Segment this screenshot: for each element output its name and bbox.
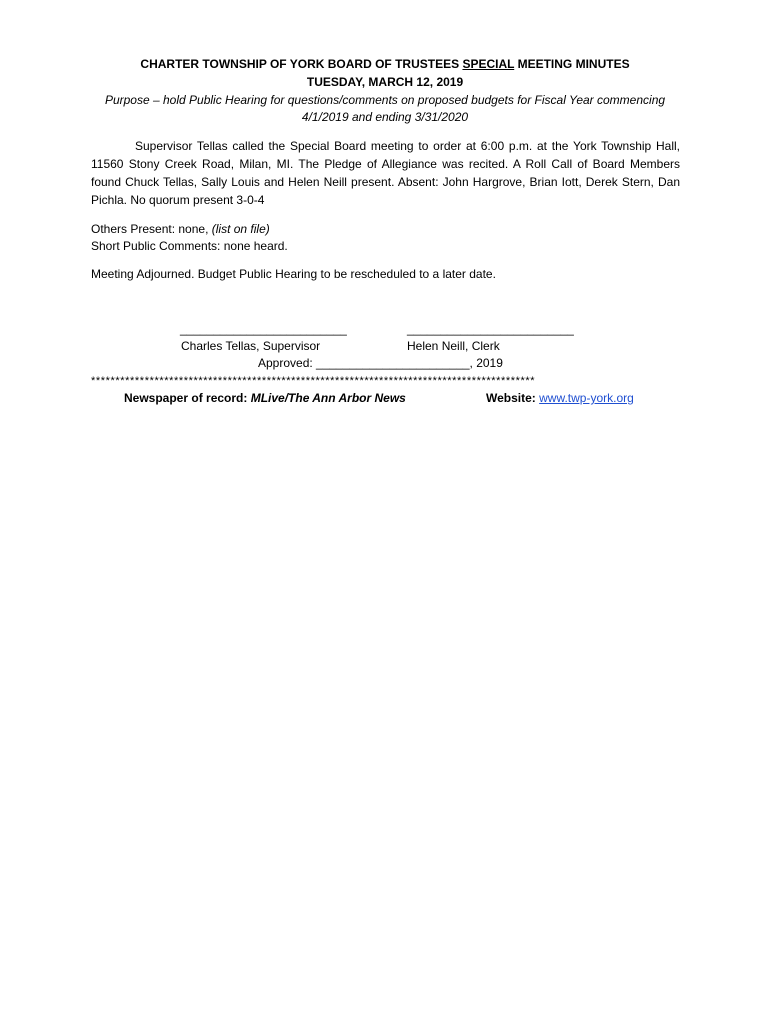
website-label: Website: [486, 391, 540, 405]
meeting-adjourned: Meeting Adjourned. Budget Public Hearing to be rescheduled to a later date. [91, 267, 496, 281]
website [486, 390, 634, 407]
newspaper-label: Newspaper of record: [124, 391, 251, 405]
meeting-date: TUESDAY, MARCH 12, 2019 [306, 75, 464, 89]
document-title [0, 56, 770, 73]
asterisk-separator: ******************************************************************************************* [91, 375, 536, 387]
purpose-line-1: Purpose – hold Public Hearing for questions/comments on proposed budgets for Fiscal Year commencing [104, 93, 666, 107]
newspaper-name: MLive/The Ann Arbor News [250, 391, 406, 405]
call-to-order-paragraph: Supervisor Tellas called the Special Board meeting to order at 6:00 p.m. at the York Township Hall, 11560 Stony Creek Road, Milan, MI. The Pledge of Allegiance was recited. A Roll Call of Board Members found Chuck Tellas, Sally Louis and Helen Neill present. Absent: John Hargrove, Brian Iott, Derek Stern, Dan Pichla. No quorum present 3-0-4 [91, 139, 680, 207]
title-special: SPECIAL [462, 57, 515, 71]
supervisor-name: Charles Tellas, Supervisor [181, 339, 321, 353]
website-link[interactable]: www.twp-york.org [539, 391, 634, 405]
clerk-name: Helen Neill, Clerk [407, 339, 500, 353]
signature-blank-supervisor: _________________________ [180, 322, 347, 336]
title-prefix: CHARTER TOWNSHIP OF YORK BOARD OF TRUSTEES [140, 57, 463, 71]
others-present-text: Others Present: none, [91, 222, 212, 236]
newspaper-of-record [124, 390, 406, 407]
signature-blank-clerk: _________________________ [407, 322, 574, 336]
others-present [91, 221, 270, 238]
approved-line: Approved: _______________________, 2019 [258, 356, 503, 370]
short-public-comments: Short Public Comments: none heard. [91, 239, 288, 253]
title-suffix: MEETING MINUTES [514, 57, 630, 71]
list-on-file: (list on file) [211, 222, 270, 236]
purpose-line-2: 4/1/2019 and ending 3/31/2020 [301, 110, 469, 124]
